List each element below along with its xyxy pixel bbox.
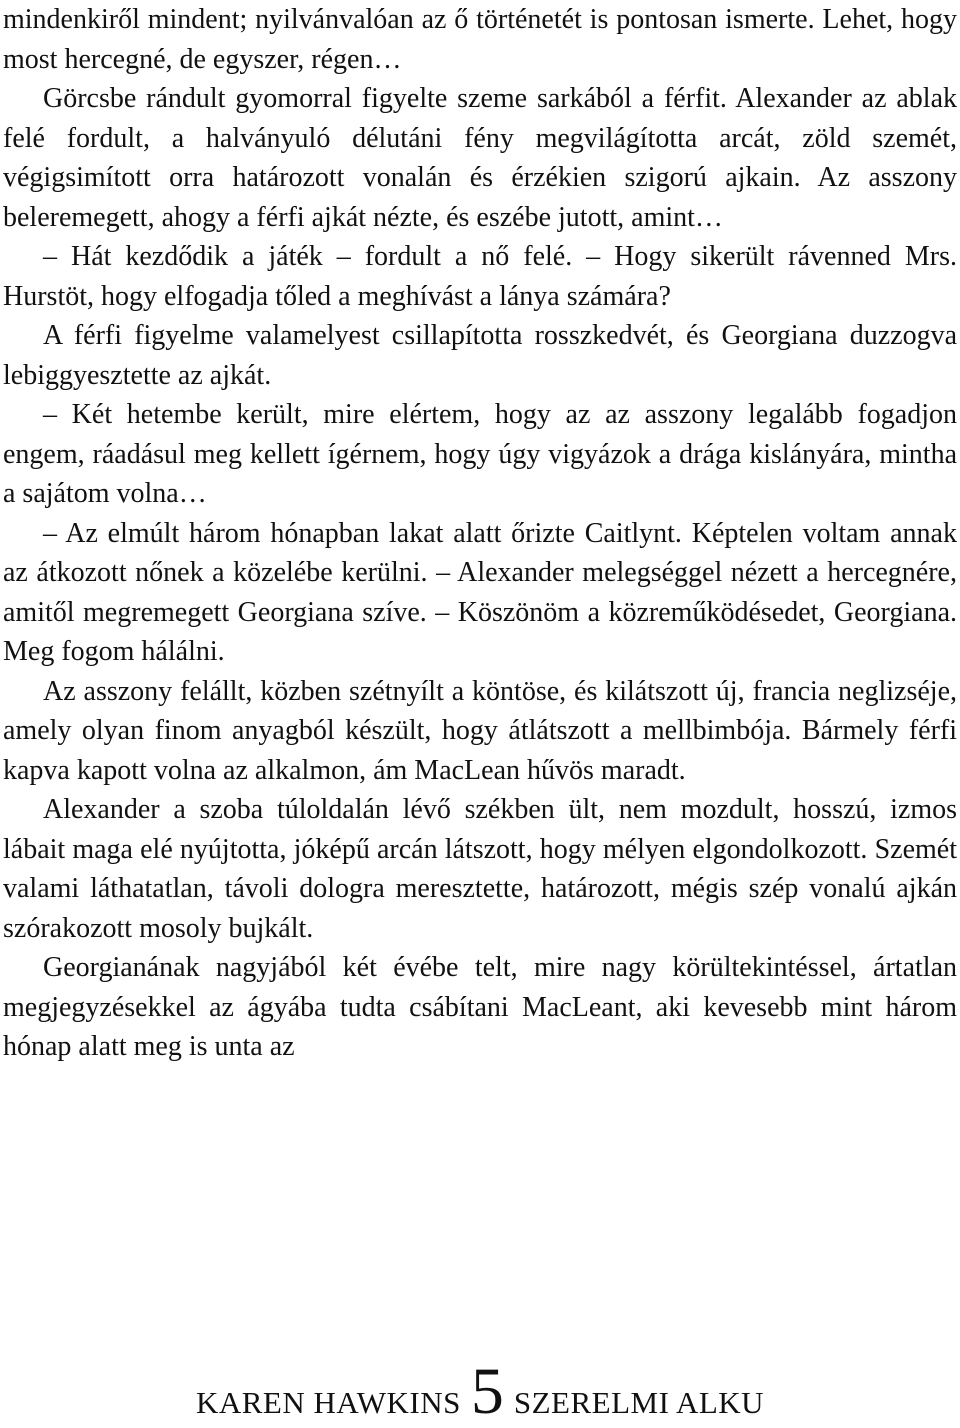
- page-number: 5: [470, 1355, 504, 1428]
- dialogue-paragraph: – Két hetembe került, mire elértem, hogy az az asszony legalább fogadjon engem, ráadásul meg kellett ígérnem, hogy úgy vigyázok a drága kislányára, mintha a sajátom volna…: [3, 399, 957, 509]
- dialogue-paragraph: – Az elmúlt három hónapban lakat alatt őrizte Caitlynt. Képtelen voltam annak az átkozott nőnek a közelébe kerülni. – Alexander melegséggel nézett a hercegnére, amitől megremegett Georgiana szíve. – Köszönöm a közreműködésedet, Georgiana. Meg fogom hálálni.: [3, 517, 957, 667]
- dialogue-paragraph: – Hát kezdődik a játék – fordult a nő felé. – Hogy sikerült rávenned Mrs. Hurstöt, hogy elfogadja tőled a meghívást a lánya számára?: [3, 241, 957, 312]
- page-footer: [0, 1355, 960, 1428]
- paragraph: A férfi figyelme valamelyest csillapította rosszkedvét, és Georgiana duzzogva lebiggyesztette az ajkát.: [3, 320, 957, 391]
- paragraph-continuation: mindenkiről mindent; nyilvánvalóan az ő történetét is pontosan ismerte. Lehet, hogy most hercegné, de egyszer, régen…: [3, 4, 957, 75]
- body-text: [3, 0, 957, 1067]
- paragraph: Az asszony felállt, közben szétnyílt a köntöse, és kilátszott új, francia neglizséje, amely olyan finom anyagból készült, hogy átlátszott a mellbimbója. Bármely férfi kapva kapott volna az alkalmon, ám MacLean hűvös maradt.: [3, 675, 957, 786]
- paragraph: Alexander a szoba túloldalán lévő székben ült, nem mozdult, hosszú, izmos lábait maga elé nyújtotta, jóképű arcán látszott, hogy mélyen elgondolkozott. Szemét valami láthatatlan, távoli dologra meresztette, határozott, mégis szép vonalú ajkán szórakozott mosoly bujkált.: [3, 794, 957, 944]
- footer-book-title: SZERELMI ALKU: [513, 1385, 765, 1420]
- paragraph: Görcsbe rándult gyomorral figyelte szeme sarkából a férfit. Alexander az ablak felé fordult, a halványuló délutáni fény megvilágította arcát, zöld szemét, végigsimított orra határozott vonalán és érzékien szigorú ajkain. Az asszony beleremegett, ahogy a férfi ajkát nézte, és eszébe jutott, amint…: [3, 83, 957, 233]
- paragraph: Georgianának nagyjából két évébe telt, mire nagy körültekintéssel, ártatlan megjegyzésekkel az ágyába tudta csábítani MacLeant, aki kevesebb mint három hónap alatt meg is unta az: [3, 952, 957, 1062]
- footer-author: KAREN HAWKINS: [195, 1385, 461, 1420]
